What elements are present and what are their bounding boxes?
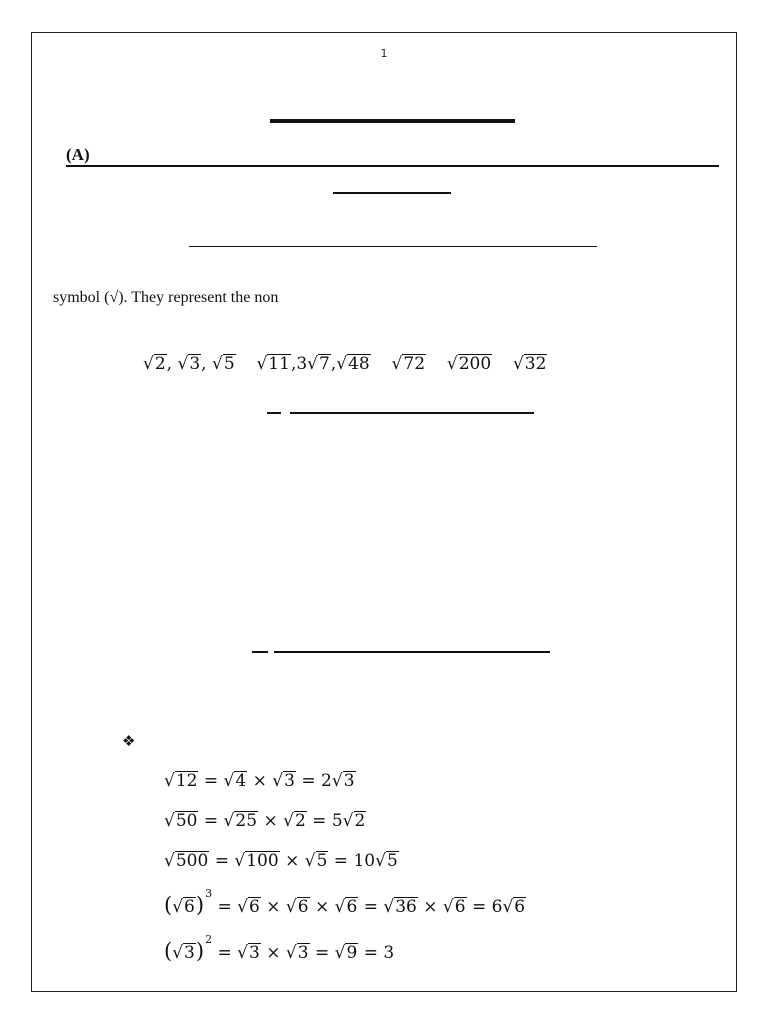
equation-line: $(√3)^2 = √3 \times √3 = √9 = 3$ [164,933,395,963]
radical: √72 [391,354,426,374]
radical: √200 [446,354,492,374]
paragraph-underline [189,246,597,247]
title-underline [270,119,515,123]
equation-line: √12 = √4 × √3 = 2√3 [164,771,355,791]
radicals-list: √2, √3, √5 √11,3√7,√48 √72 √200 √32 [143,354,547,374]
radical: √48 [336,354,370,374]
equation-line: √500 = √100 × √5 = 10√5 [164,851,398,871]
radical: √2 [143,354,166,374]
dash-mark [267,412,281,414]
section-underline [66,165,719,167]
document-page [31,32,737,992]
equation-line: √50 = √25 × √2 = 5√2 [164,811,366,831]
radical: √7 [307,354,330,374]
equation-line: $(√6)^3 = √6 \times √6 \times √6 = √36 \times √6 = 6√6$ [164,887,526,917]
bullet-icon: ❖ [122,732,136,750]
blank-underline [274,651,550,653]
dash-mark [252,651,268,653]
radical: √11 [256,354,290,374]
radical: √5 [211,354,235,374]
radical: √3 [177,354,201,374]
page-number: 1 [380,47,388,60]
subtitle-underline [333,192,451,194]
radical: √32 [512,354,547,374]
section-label: (A) [66,145,90,164]
blank-underline [290,412,534,414]
intro-text: symbol (√). They represent the non [53,289,279,306]
